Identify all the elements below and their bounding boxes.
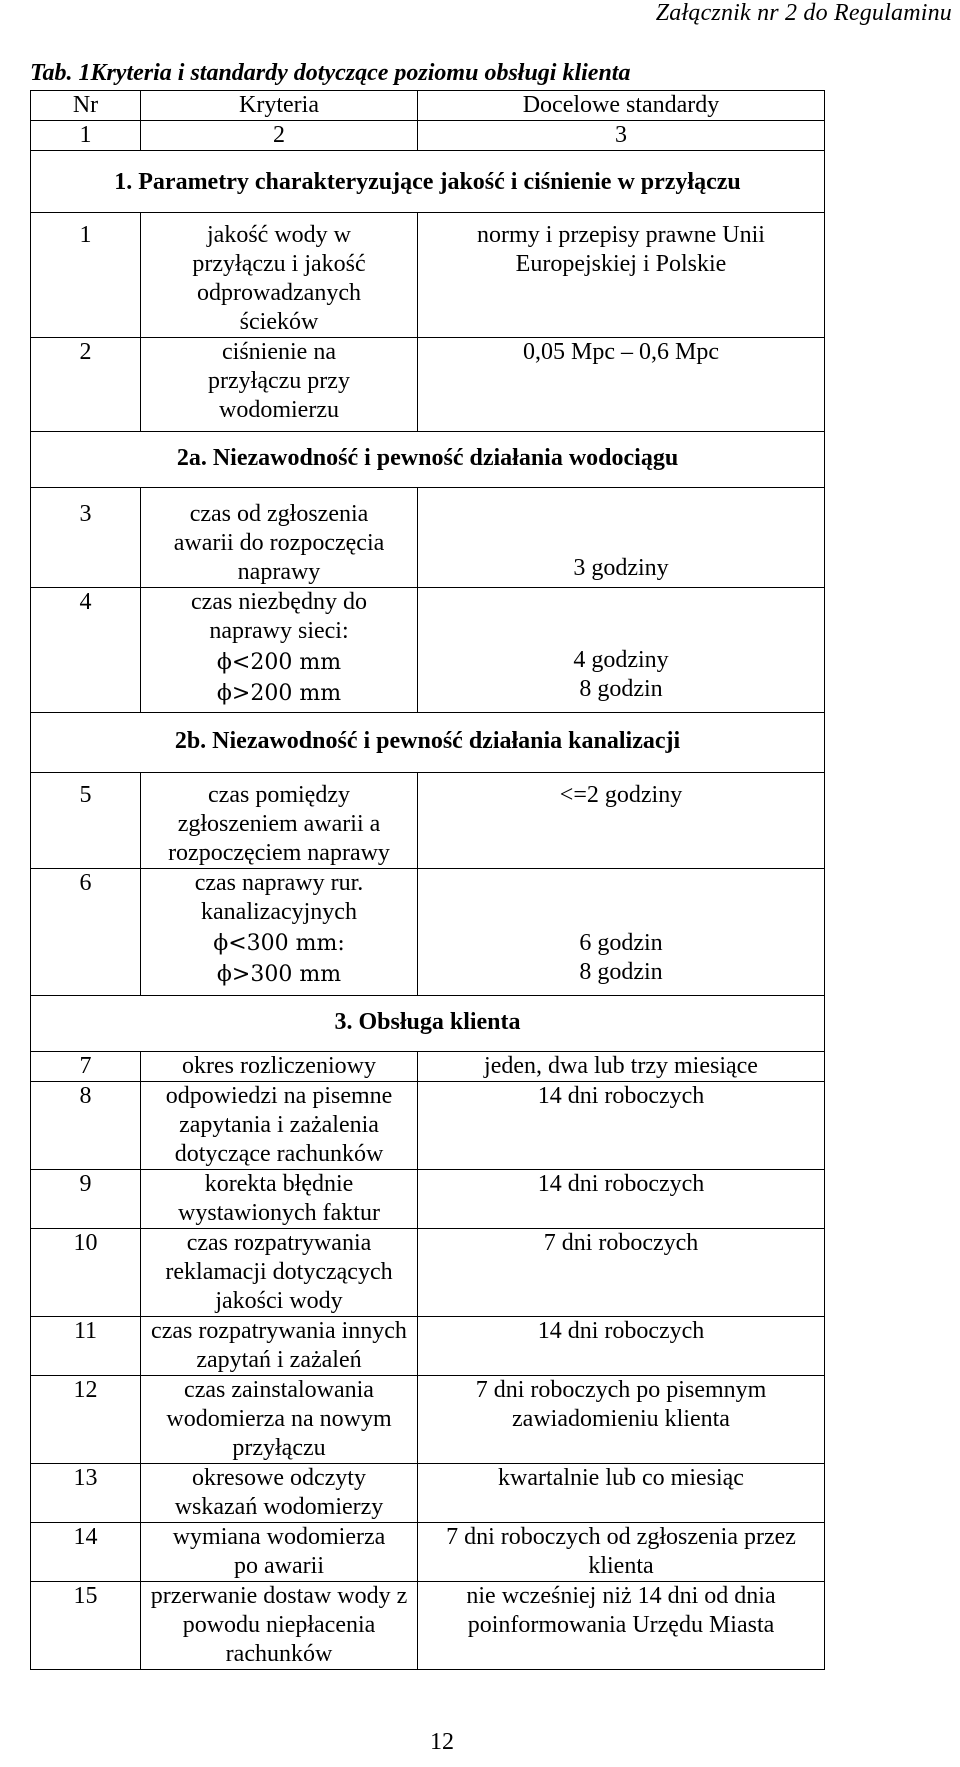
header-standards: Docelowe standardy <box>418 91 825 121</box>
row-nr: 3 <box>31 488 141 588</box>
row-nr: 9 <box>31 1170 141 1229</box>
section-row <box>31 151 825 213</box>
table-title: Tab. 1Kryteria i standardy dotyczące poziomu obsługi klienta <box>30 60 631 86</box>
table-row <box>31 488 825 588</box>
table-row <box>31 1317 825 1376</box>
table-row <box>31 1229 825 1317</box>
table-row <box>31 338 825 432</box>
criteria-table <box>30 90 825 1670</box>
table-row <box>31 1582 825 1670</box>
row-standard: <=2 godziny <box>418 773 825 869</box>
row-nr: 10 <box>31 1229 141 1317</box>
row-criteria: czas rozpatrywania reklamacji dotyczących jakości wody <box>141 1229 418 1317</box>
diameter-small: ϕ<200 mm <box>216 650 342 675</box>
row-criteria: ciśnienie na przyłączu przy wodomierzu <box>141 338 418 432</box>
row-standard: 3 godziny <box>418 488 825 588</box>
row-criteria: czas pomiędzy zgłoszeniem awarii a rozpoczęciem naprawy <box>141 773 418 869</box>
row-standard: 14 dni roboczych <box>418 1317 825 1376</box>
row-standard: normy i przepisy prawne Unii Europejskiej i Polskie <box>418 213 825 338</box>
page-number: 12 <box>430 1729 454 1755</box>
row-criteria: czas rozpatrywania innych zapytań i zażaleń <box>141 1317 418 1376</box>
row-standard: nie wcześniej niż 14 dni od dnia poinformowania Urzędu Miasta <box>418 1582 825 1670</box>
row-nr: 6 <box>31 869 141 996</box>
row-standard: kwartalnie lub co miesiąc <box>418 1464 825 1523</box>
row-criteria: jakość wody w przyłączu i jakość odprowadzanych ścieków <box>141 213 418 338</box>
row-nr: 12 <box>31 1376 141 1464</box>
table-row <box>31 1082 825 1170</box>
row-standard: 14 dni roboczych <box>418 1082 825 1170</box>
row-nr: 8 <box>31 1082 141 1170</box>
section-2b-heading: 2b. Niezawodność i pewność działania kanalizacji <box>31 713 825 773</box>
section-3-heading: 3. Obsługa klienta <box>31 996 825 1052</box>
row-criteria: czas od zgłoszenia awarii do rozpoczęcia naprawy <box>141 488 418 588</box>
criteria-text: czas niezbędny do naprawy sieci: <box>191 589 367 644</box>
table-row <box>31 1464 825 1523</box>
header-criteria: Kryteria <box>141 91 418 121</box>
header-nr: Nr <box>31 91 141 121</box>
row-nr: 1 <box>31 213 141 338</box>
section-2a-heading: 2a. Niezawodność i pewność działania wodociągu <box>31 432 825 488</box>
section-row <box>31 432 825 488</box>
row-criteria <box>141 869 418 996</box>
row-criteria: wymiana wodomierza po awarii <box>141 1523 418 1582</box>
standard-large: 8 godzin <box>579 959 663 985</box>
row-standard: 7 dni roboczych po pisemnym zawiadomieniu klienta <box>418 1376 825 1464</box>
table-row <box>31 1052 825 1082</box>
row-criteria: przerwanie dostaw wody z powodu niepłacenia rachunków <box>141 1582 418 1670</box>
column-number-3: 3 <box>418 121 825 151</box>
row-standard: 14 dni roboczych <box>418 1170 825 1229</box>
table-row <box>31 1376 825 1464</box>
standard-large: 8 godzin <box>579 676 663 702</box>
diameter-small: ϕ<300 mm: <box>213 931 345 956</box>
row-standard: jeden, dwa lub trzy miesiące <box>418 1052 825 1082</box>
row-standard: 7 dni roboczych od zgłoszenia przez klienta <box>418 1523 825 1582</box>
row-criteria: okres rozliczeniowy <box>141 1052 418 1082</box>
table-row <box>31 1170 825 1229</box>
row-criteria: odpowiedzi na pisemne zapytania i zażalenia dotyczące rachunków <box>141 1082 418 1170</box>
table-row <box>31 869 825 996</box>
table-row <box>31 1523 825 1582</box>
row-nr: 2 <box>31 338 141 432</box>
table-row <box>31 773 825 869</box>
section-1-heading: 1. Parametry charakteryzujące jakość i ciśnienie w przyłączu <box>31 151 825 213</box>
row-standard <box>418 588 825 713</box>
column-number-2: 2 <box>141 121 418 151</box>
criteria-text: czas naprawy rur. kanalizacyjnych <box>194 870 364 925</box>
row-nr: 7 <box>31 1052 141 1082</box>
attachment-label: Załącznik nr 2 do Regulaminu <box>655 0 952 26</box>
table-header-row <box>31 91 825 121</box>
row-nr: 15 <box>31 1582 141 1670</box>
row-nr: 11 <box>31 1317 141 1376</box>
section-row <box>31 996 825 1052</box>
row-criteria: korekta błędnie wystawionych faktur <box>141 1170 418 1229</box>
row-criteria: czas zainstalowania wodomierza na nowym przyłączu <box>141 1376 418 1464</box>
table-row <box>31 588 825 713</box>
row-nr: 4 <box>31 588 141 713</box>
row-criteria: okresowe odczyty wskazań wodomierzy <box>141 1464 418 1523</box>
standard-small: 4 godziny <box>573 647 669 673</box>
column-number-1: 1 <box>31 121 141 151</box>
row-nr: 13 <box>31 1464 141 1523</box>
row-standard <box>418 869 825 996</box>
row-nr: 14 <box>31 1523 141 1582</box>
row-standard: 0,05 Mpc – 0,6 Mpc <box>418 338 825 432</box>
diameter-large: ϕ>300 mm <box>216 962 342 987</box>
diameter-large: ϕ>200 mm <box>216 681 342 706</box>
section-row <box>31 713 825 773</box>
column-number-row <box>31 121 825 151</box>
row-nr: 5 <box>31 773 141 869</box>
row-standard: 7 dni roboczych <box>418 1229 825 1317</box>
row-criteria <box>141 588 418 713</box>
table-row <box>31 213 825 338</box>
standard-small: 6 godzin <box>579 930 663 956</box>
